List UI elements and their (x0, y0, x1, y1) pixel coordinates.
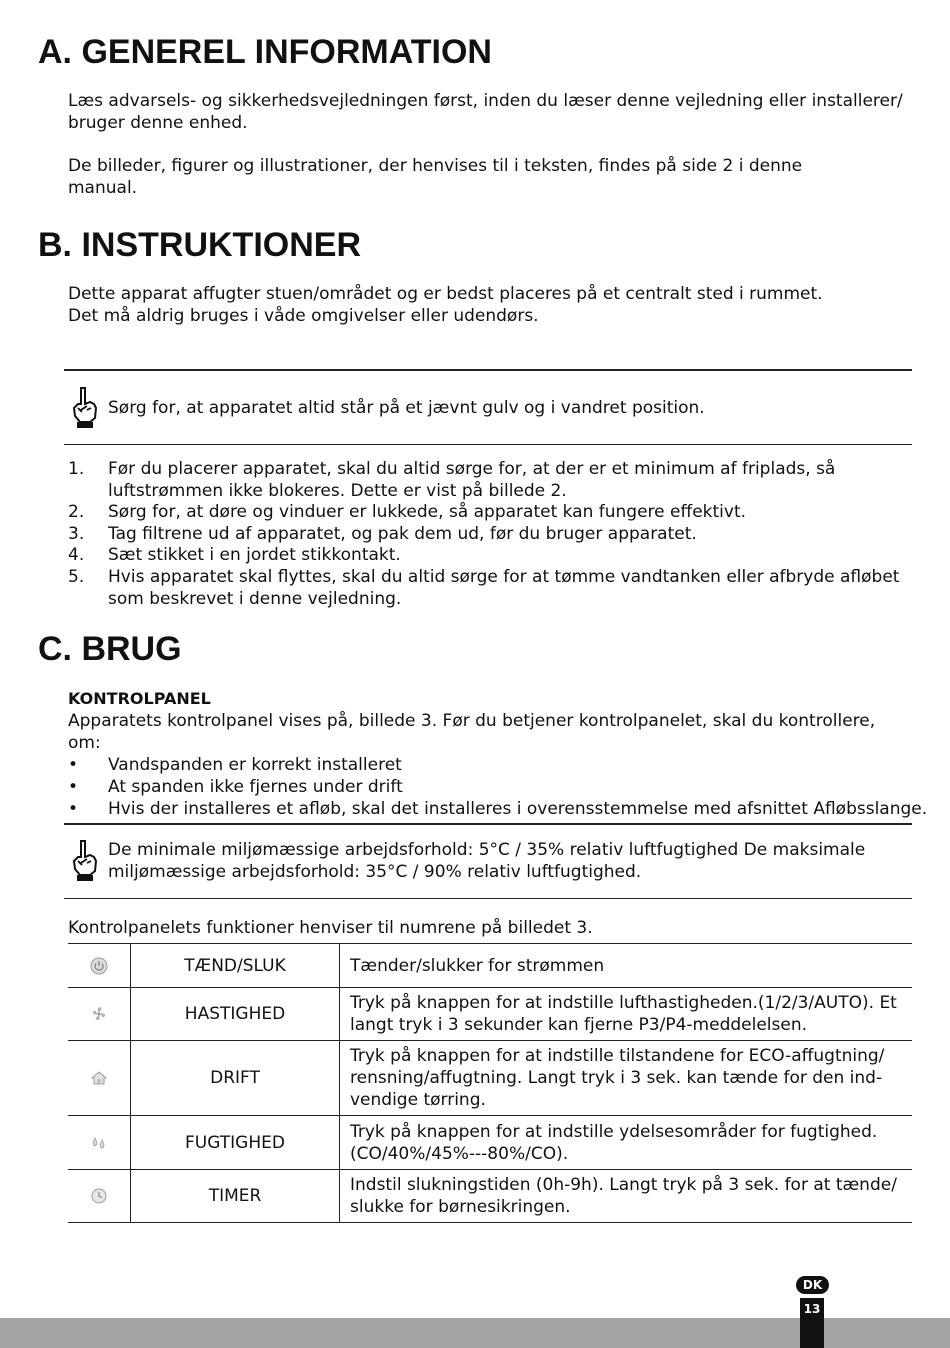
list-item: • Hvis der installeres et afløb, skal det installeres i overensstemmelse med afsnittet Afløbsslange. (68, 799, 928, 819)
table-row (68, 1116, 912, 1170)
section-c-heading: C. BRUG (38, 630, 182, 668)
clock-icon (90, 1187, 108, 1205)
section-a-heading: A. GENEREL INFORMATION (38, 33, 492, 71)
power-icon (90, 957, 108, 975)
pointing-hand-icon (68, 386, 100, 430)
list-item: • Vandspanden er korrekt installeret (68, 755, 402, 775)
list-item: 1. Før du placerer apparatet, skal du altid sørge for, at der er et minimum af friplads, så luftstrømmen ikke blokeres. Dette er vist på billede 2. (68, 459, 836, 501)
function-description: Tryk på knappen for at indstille ydelsesområder for fugtighed. (CO/40%/45%---80%/CO). (340, 1116, 913, 1170)
list-item: 3. Tag filtrene ud af apparatet, og pak dem ud, før du bruger apparatet. (68, 523, 697, 544)
house-icon (90, 1069, 108, 1087)
function-name: HASTIGHED (131, 988, 340, 1041)
divider (64, 369, 912, 371)
pointing-hand-icon (68, 839, 100, 883)
divider (64, 444, 912, 445)
page-number: 13 (803, 1302, 821, 1316)
function-name: DRIFT (131, 1041, 340, 1116)
function-description: Indstil slukningstiden (0h-9h). Langt tryk på 3 sek. for at tænde/ slukke for børnesikringen. (340, 1170, 913, 1223)
droplets-icon (90, 1134, 108, 1152)
language-badge: DK (796, 1276, 829, 1294)
section-a-paragraph-2: De billeder, figurer og illustrationer, der henvises til i teksten, findes på side 2 i denne manual. (68, 156, 803, 198)
divider (64, 823, 912, 825)
section-b-heading: B. INSTRUKTIONER (38, 226, 361, 264)
section-a-paragraph-1: Læs advarsels- og sikkerhedsvejledningen først, inden du læser denne vejledning eller installerer/ bruger denne enhed. (68, 91, 903, 133)
list-item: 5. Hvis apparatet skal flyttes, skal du altid sørge for at tømme vandtanken eller afbryde afløbet som beskrevet i denne vejledning. (68, 566, 900, 609)
function-description: Tænder/slukker for strømmen (340, 944, 913, 988)
function-name: TÆND/SLUK (131, 944, 340, 988)
table-row (68, 944, 912, 988)
instruction-steps (68, 459, 908, 610)
table-row (68, 1041, 912, 1116)
function-name: FUGTIGHED (131, 1116, 340, 1170)
fan-icon (90, 1005, 108, 1023)
note-level-floor: Sørg for, at apparatet altid står på et jævnt gulv og i vandret position. (68, 386, 908, 430)
table-row (68, 988, 912, 1041)
subheading-kontrolpanel: KONTROLPANEL (68, 689, 211, 708)
function-name: TIMER (131, 1170, 340, 1223)
list-item: 4. Sæt stikket i en jordet stikkontakt. (68, 545, 401, 566)
control-panel-table (68, 943, 912, 1223)
list-item: • At spanden ikke fjernes under drift (68, 777, 403, 797)
note-operating-conditions: De minimale miljømæssige arbejdsforhold: 5°C / 35% relativ luftfugtighed De maksimale miljømæssige arbejdsforhold: 35°C / 90% relativ luftfugtighed. (68, 839, 908, 883)
section-c-intro: Apparatets kontrolpanel vises på, billede 3. Før du betjener kontrolpanelet, skal du kontrollere, om: (68, 711, 876, 753)
check-list (68, 754, 928, 820)
list-item: 2. Sørg for, at døre og vinduer er lukkede, så apparatet kan fungere effektivt. (68, 502, 747, 523)
section-b-paragraph: Dette apparat affugter stuen/området og er bedst placeres på et centralt sted i rummet. Det må aldrig bruges i våde omgivelser eller udendørs. (68, 284, 823, 326)
divider (64, 898, 912, 899)
function-description: Tryk på knappen for at indstille tilstandene for ECO-affugtning/ rensning/affugtning. Langt tryk i 3 sek. kan tænde for den ind- vendige tørring. (340, 1041, 913, 1116)
table-intro: Kontrolpanelets funktioner henviser til numrene på billedet 3. (68, 918, 593, 938)
table-row (68, 1170, 912, 1223)
function-description: Tryk på knappen for at indstille lufthastigheden.(1/2/3/AUTO). Et langt tryk i 3 sekunder kan fjerne P3/P4-meddelelsen. (340, 988, 913, 1041)
